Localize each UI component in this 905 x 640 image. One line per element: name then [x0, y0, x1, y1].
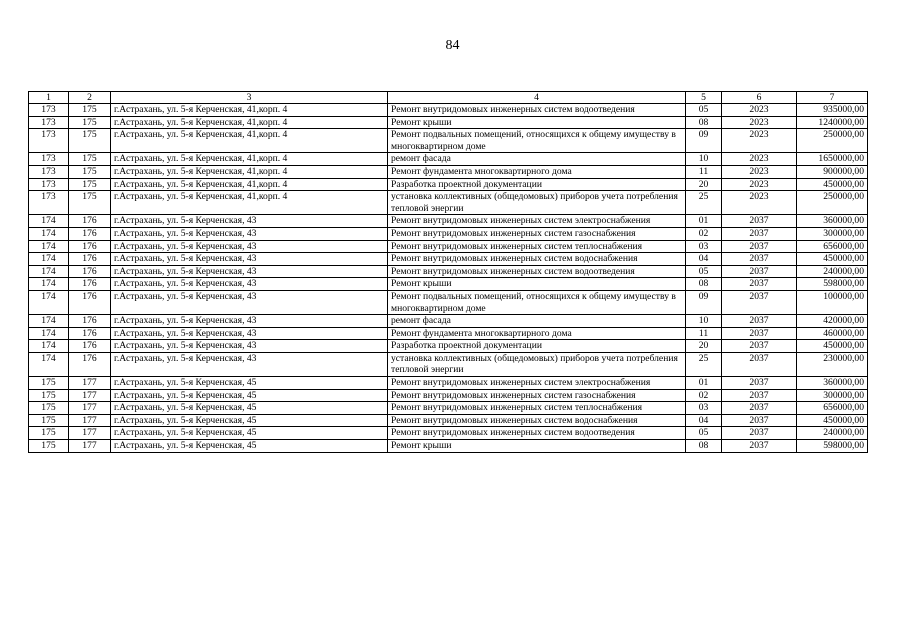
row-number-cell: 175 [29, 377, 69, 390]
work-type-cell: установка коллективных (общедомовых) приборов учета потребления тепловой энергии [388, 352, 686, 376]
address-cell: г.Астрахань, ул. 5-я Керченская, 45 [111, 402, 388, 415]
table-row [29, 253, 868, 266]
amount-cell: 360000,00 [797, 377, 868, 390]
year-cell: 2037 [722, 377, 797, 390]
address-cell: г.Астрахань, ул. 5-я Керченская, 41,корп. 4 [111, 191, 388, 215]
amount-cell: 598000,00 [797, 278, 868, 291]
work-type-cell: Ремонт внутридомовых инженерных систем электроснабжения [388, 215, 686, 228]
address-cell: г.Астрахань, ул. 5-я Керченская, 43 [111, 215, 388, 228]
table-row [29, 153, 868, 166]
row-number-cell: 173 [29, 191, 69, 215]
work-type-cell: Ремонт крыши [388, 116, 686, 129]
row-number-cell: 174 [29, 315, 69, 328]
address-cell: г.Астрахань, ул. 5-я Керченская, 45 [111, 377, 388, 390]
work-type-cell: Ремонт внутридомовых инженерных систем водоснабжения [388, 414, 686, 427]
address-cell: г.Астрахань, ул. 5-я Керченская, 41,корп. 4 [111, 165, 388, 178]
amount-cell: 420000,00 [797, 315, 868, 328]
work-type-cell: Ремонт крыши [388, 278, 686, 291]
year-cell: 2037 [722, 227, 797, 240]
entry-number-cell: 176 [69, 278, 111, 291]
entry-number-cell: 175 [69, 165, 111, 178]
year-cell: 2023 [722, 178, 797, 191]
amount-cell: 250000,00 [797, 129, 868, 153]
entry-number-cell: 176 [69, 265, 111, 278]
address-cell: г.Астрахань, ул. 5-я Керченская, 43 [111, 290, 388, 314]
address-cell: г.Астрахань, ул. 5-я Керченская, 43 [111, 253, 388, 266]
entry-number-cell: 176 [69, 315, 111, 328]
entry-number-cell: 175 [69, 178, 111, 191]
row-number-cell: 173 [29, 116, 69, 129]
work-type-cell: Ремонт фундамента многоквартирного дома [388, 327, 686, 340]
row-number-cell: 173 [29, 129, 69, 153]
table-row [29, 265, 868, 278]
entry-number-cell: 177 [69, 389, 111, 402]
table-row [29, 227, 868, 240]
year-cell: 2023 [722, 191, 797, 215]
row-number-cell: 174 [29, 290, 69, 314]
year-cell: 2023 [722, 104, 797, 117]
row-number-cell: 174 [29, 227, 69, 240]
address-cell: г.Астрахань, ул. 5-я Керченская, 41,корп. 4 [111, 178, 388, 191]
work-code-cell: 03 [686, 240, 722, 253]
table-header-row [29, 92, 868, 104]
work-code-cell: 20 [686, 178, 722, 191]
work-type-cell: ремонт фасада [388, 315, 686, 328]
entry-number-cell: 176 [69, 227, 111, 240]
table-row [29, 377, 868, 390]
year-cell: 2037 [722, 414, 797, 427]
entry-number-cell: 176 [69, 352, 111, 376]
amount-cell: 1650000,00 [797, 153, 868, 166]
address-cell: г.Астрахань, ул. 5-я Керченская, 43 [111, 227, 388, 240]
entry-number-cell: 177 [69, 402, 111, 415]
address-cell: г.Астрахань, ул. 5-я Керченская, 41,корп. 4 [111, 116, 388, 129]
work-code-cell: 02 [686, 227, 722, 240]
work-type-cell: Ремонт фундамента многоквартирного дома [388, 165, 686, 178]
table-row [29, 414, 868, 427]
work-code-cell: 05 [686, 265, 722, 278]
entry-number-cell: 176 [69, 215, 111, 228]
row-number-cell: 174 [29, 240, 69, 253]
header-cell: 5 [686, 92, 722, 104]
header-cell: 4 [388, 92, 686, 104]
work-type-cell: Разработка проектной документации [388, 178, 686, 191]
table-row [29, 290, 868, 314]
entry-number-cell: 175 [69, 191, 111, 215]
work-code-cell: 03 [686, 402, 722, 415]
entry-number-cell: 175 [69, 153, 111, 166]
entry-number-cell: 177 [69, 377, 111, 390]
year-cell: 2037 [722, 290, 797, 314]
header-cell: 2 [69, 92, 111, 104]
address-cell: г.Астрахань, ул. 5-я Керченская, 45 [111, 427, 388, 440]
table-row [29, 116, 868, 129]
work-code-cell: 08 [686, 278, 722, 291]
entry-number-cell: 175 [69, 129, 111, 153]
amount-cell: 656000,00 [797, 240, 868, 253]
amount-cell: 450000,00 [797, 178, 868, 191]
address-cell: г.Астрахань, ул. 5-я Керченская, 41,корп. 4 [111, 153, 388, 166]
row-number-cell: 175 [29, 414, 69, 427]
address-cell: г.Астрахань, ул. 5-я Керченская, 43 [111, 327, 388, 340]
year-cell: 2037 [722, 278, 797, 291]
work-code-cell: 11 [686, 165, 722, 178]
register-table [28, 91, 868, 453]
table-row [29, 327, 868, 340]
work-type-cell: Ремонт внутридомовых инженерных систем водоотведения [388, 265, 686, 278]
amount-cell: 300000,00 [797, 227, 868, 240]
table-row [29, 440, 868, 453]
row-number-cell: 173 [29, 104, 69, 117]
amount-cell: 360000,00 [797, 215, 868, 228]
entry-number-cell: 176 [69, 340, 111, 353]
row-number-cell: 173 [29, 165, 69, 178]
address-cell: г.Астрахань, ул. 5-я Керченская, 43 [111, 352, 388, 376]
year-cell: 2023 [722, 116, 797, 129]
amount-cell: 240000,00 [797, 265, 868, 278]
year-cell: 2037 [722, 265, 797, 278]
year-cell: 2037 [722, 352, 797, 376]
entry-number-cell: 176 [69, 290, 111, 314]
row-number-cell: 174 [29, 340, 69, 353]
work-code-cell: 25 [686, 191, 722, 215]
amount-cell: 450000,00 [797, 253, 868, 266]
address-cell: г.Астрахань, ул. 5-я Керченская, 41,корп. 4 [111, 104, 388, 117]
address-cell: г.Астрахань, ул. 5-я Керченская, 43 [111, 340, 388, 353]
table-row [29, 240, 868, 253]
entry-number-cell: 175 [69, 104, 111, 117]
page-number: 84 [445, 38, 460, 53]
entry-number-cell: 176 [69, 327, 111, 340]
table-row [29, 178, 868, 191]
address-cell: г.Астрахань, ул. 5-я Керченская, 43 [111, 278, 388, 291]
amount-cell: 656000,00 [797, 402, 868, 415]
year-cell: 2023 [722, 129, 797, 153]
amount-cell: 460000,00 [797, 327, 868, 340]
amount-cell: 900000,00 [797, 165, 868, 178]
work-code-cell: 01 [686, 377, 722, 390]
header-cell: 3 [111, 92, 388, 104]
work-type-cell: ремонт фасада [388, 153, 686, 166]
row-number-cell: 175 [29, 389, 69, 402]
row-number-cell: 174 [29, 265, 69, 278]
row-number-cell: 174 [29, 253, 69, 266]
work-code-cell: 10 [686, 153, 722, 166]
header-cell: 1 [29, 92, 69, 104]
work-code-cell: 02 [686, 389, 722, 402]
entry-number-cell: 177 [69, 440, 111, 453]
address-cell: г.Астрахань, ул. 5-я Керченская, 45 [111, 414, 388, 427]
table-row [29, 389, 868, 402]
table-row [29, 165, 868, 178]
table-row [29, 315, 868, 328]
entry-number-cell: 176 [69, 240, 111, 253]
work-code-cell: 08 [686, 440, 722, 453]
work-code-cell: 01 [686, 215, 722, 228]
table-row [29, 427, 868, 440]
entry-number-cell: 175 [69, 116, 111, 129]
amount-cell: 450000,00 [797, 414, 868, 427]
amount-cell: 300000,00 [797, 389, 868, 402]
entry-number-cell: 177 [69, 414, 111, 427]
row-number-cell: 174 [29, 278, 69, 291]
address-cell: г.Астрахань, ул. 5-я Керченская, 45 [111, 389, 388, 402]
year-cell: 2037 [722, 440, 797, 453]
year-cell: 2037 [722, 402, 797, 415]
work-code-cell: 08 [686, 116, 722, 129]
work-type-cell: Ремонт внутридомовых инженерных систем электроснабжения [388, 377, 686, 390]
amount-cell: 250000,00 [797, 191, 868, 215]
work-type-cell: Ремонт внутридомовых инженерных систем теплоснабжения [388, 240, 686, 253]
work-type-cell: Разработка проектной документации [388, 340, 686, 353]
address-cell: г.Астрахань, ул. 5-я Керченская, 41,корп. 4 [111, 129, 388, 153]
work-type-cell: Ремонт внутридомовых инженерных систем водоотведения [388, 427, 686, 440]
year-cell: 2037 [722, 215, 797, 228]
year-cell: 2023 [722, 153, 797, 166]
address-cell: г.Астрахань, ул. 5-я Керченская, 43 [111, 240, 388, 253]
amount-cell: 100000,00 [797, 290, 868, 314]
header-cell: 6 [722, 92, 797, 104]
work-type-cell: Ремонт внутридомовых инженерных систем газоснабжения [388, 389, 686, 402]
work-type-cell: Ремонт внутридомовых инженерных систем теплоснабжения [388, 402, 686, 415]
row-number-cell: 174 [29, 327, 69, 340]
year-cell: 2037 [722, 389, 797, 402]
amount-cell: 230000,00 [797, 352, 868, 376]
address-cell: г.Астрахань, ул. 5-я Керченская, 45 [111, 440, 388, 453]
row-number-cell: 173 [29, 153, 69, 166]
work-type-cell: установка коллективных (общедомовых) приборов учета потребления тепловой энергии [388, 191, 686, 215]
work-type-cell: Ремонт подвальных помещений, относящихся к общему имуществу в многоквартирном доме [388, 129, 686, 153]
work-type-cell: Ремонт подвальных помещений, относящихся к общему имуществу в многоквартирном доме [388, 290, 686, 314]
amount-cell: 450000,00 [797, 340, 868, 353]
work-code-cell: 11 [686, 327, 722, 340]
year-cell: 2023 [722, 165, 797, 178]
work-code-cell: 04 [686, 414, 722, 427]
work-code-cell: 25 [686, 352, 722, 376]
table-row [29, 352, 868, 376]
amount-cell: 240000,00 [797, 427, 868, 440]
row-number-cell: 174 [29, 215, 69, 228]
address-cell: г.Астрахань, ул. 5-я Керченская, 43 [111, 265, 388, 278]
amount-cell: 598000,00 [797, 440, 868, 453]
year-cell: 2037 [722, 327, 797, 340]
work-code-cell: 20 [686, 340, 722, 353]
year-cell: 2037 [722, 240, 797, 253]
work-code-cell: 09 [686, 290, 722, 314]
table-row [29, 129, 868, 153]
table-row [29, 340, 868, 353]
row-number-cell: 175 [29, 427, 69, 440]
year-cell: 2037 [722, 253, 797, 266]
work-type-cell: Ремонт крыши [388, 440, 686, 453]
year-cell: 2037 [722, 315, 797, 328]
work-type-cell: Ремонт внутридомовых инженерных систем водоснабжения [388, 253, 686, 266]
entry-number-cell: 176 [69, 253, 111, 266]
table-row [29, 215, 868, 228]
address-cell: г.Астрахань, ул. 5-я Керченская, 43 [111, 315, 388, 328]
amount-cell: 935000,00 [797, 104, 868, 117]
table-row [29, 191, 868, 215]
row-number-cell: 175 [29, 440, 69, 453]
amount-cell: 1240000,00 [797, 116, 868, 129]
row-number-cell: 173 [29, 178, 69, 191]
year-cell: 2037 [722, 427, 797, 440]
table-row [29, 104, 868, 117]
header-cell: 7 [797, 92, 868, 104]
row-number-cell: 175 [29, 402, 69, 415]
work-code-cell: 05 [686, 427, 722, 440]
year-cell: 2037 [722, 340, 797, 353]
row-number-cell: 174 [29, 352, 69, 376]
work-code-cell: 05 [686, 104, 722, 117]
table-row [29, 402, 868, 415]
work-code-cell: 10 [686, 315, 722, 328]
work-code-cell: 09 [686, 129, 722, 153]
work-code-cell: 04 [686, 253, 722, 266]
work-type-cell: Ремонт внутридомовых инженерных систем водоотведения [388, 104, 686, 117]
entry-number-cell: 177 [69, 427, 111, 440]
work-type-cell: Ремонт внутридомовых инженерных систем газоснабжения [388, 227, 686, 240]
table-row [29, 278, 868, 291]
